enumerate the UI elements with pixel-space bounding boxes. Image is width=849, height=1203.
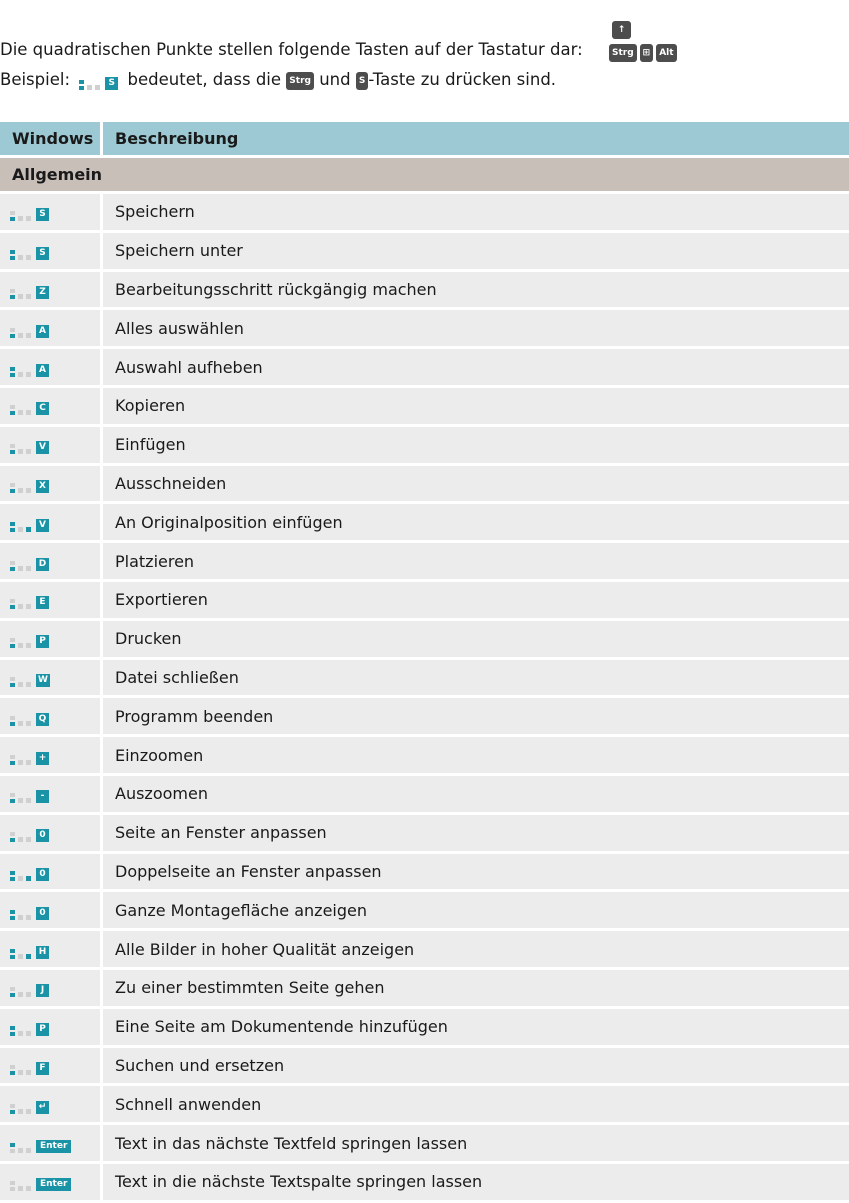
key-icon: Enter [36,1178,71,1191]
table-row [0,272,849,311]
example-shortcut [79,71,118,90]
key-icon: + [36,752,49,765]
table-row [0,233,849,272]
key-icon: S [36,247,49,260]
alt-dot-icon [26,915,31,920]
shift-strg-dot-icon [10,871,15,881]
table-row [0,621,849,660]
table-row [0,660,849,699]
key-icon: D [36,558,49,571]
shift-strg-dot-icon [10,367,15,377]
shortcut-cell [0,310,103,349]
description-cell: Kopieren [103,388,849,427]
table-row [0,776,849,815]
alt-dot-icon [26,1186,31,1191]
key-icon: 0 [36,868,49,881]
alt-dot-icon [26,837,31,842]
windows-key-icon: ⊞ [640,44,654,62]
shortcut-table [0,122,849,1203]
shift-strg-dot-icon [10,1026,15,1036]
shortcut-cell [0,737,103,776]
shift-strg-dot-icon [10,561,15,571]
windows-dot-icon [18,527,23,532]
description-cell: Auswahl aufheben [103,349,849,388]
windows-dot-icon [18,954,23,959]
alt-dot-icon [26,255,31,260]
alt-dot-icon [26,1031,31,1036]
windows-dot-icon [18,410,23,415]
key-icon: A [36,325,49,338]
windows-dot-icon [18,915,23,920]
windows-dot-icon [18,992,23,997]
description-cell: Bearbeitungsschritt rückgängig machen [103,272,849,311]
description-cell: An Originalposition einfügen [103,504,849,543]
shift-strg-dot-icon [10,1104,15,1114]
windows-dot-icon [18,333,23,338]
windows-dot-icon [18,372,23,377]
description-cell: Zu einer bestimmten Seite gehen [103,970,849,1009]
windows-dot-icon [18,1148,23,1153]
table-row [0,1048,849,1087]
alt-dot-icon [26,798,31,803]
key-icon: P [36,635,49,648]
key-icon: P [36,1023,49,1036]
shift-strg-dot-icon [10,755,15,765]
key-icon: W [38,674,48,685]
table-row [0,388,849,427]
alt-dot-icon [26,449,31,454]
intro-line-2 [0,70,556,90]
strg-inline-key-icon: Strg [286,72,314,90]
alt-dot-icon [26,760,31,765]
alt-dot-icon [26,876,31,881]
alt-dot-icon [26,488,31,493]
intro-line-1 [0,40,583,59]
alt-dot-icon [26,566,31,571]
alt-dot-icon [26,1148,31,1153]
shortcut-cell [0,970,103,1009]
shift-strg-dot-icon [10,522,15,532]
shortcut-cell [0,233,103,272]
alt-dot-icon [26,294,31,299]
windows-dot-icon [18,876,23,881]
shortcut-cell [0,543,103,582]
alt-dot-icon [26,992,31,997]
shortcut-cell [0,660,103,699]
key-icon: C [36,402,49,415]
key-icon: Z [36,286,49,299]
shortcut-cell [0,194,103,233]
table-row [0,310,849,349]
table-row [0,1086,849,1125]
alt-dot-icon [26,954,31,959]
alt-dot-icon [26,682,31,687]
key-icon: H [36,946,49,959]
shortcut-cell [0,1009,103,1048]
description-cell: Platzieren [103,543,849,582]
table-row [0,931,849,970]
alt-dot-icon [26,1070,31,1075]
windows-dot-icon [18,255,23,260]
table-row [0,582,849,621]
table-row [0,1009,849,1048]
table-row [0,349,849,388]
alt-dot-icon [26,410,31,415]
description-cell: Suchen und ersetzen [103,1048,849,1087]
windows-dot-icon [18,760,23,765]
windows-dot-icon [18,798,23,803]
table-row [0,466,849,505]
description-cell: Doppelseite an Fenster anpassen [103,854,849,893]
description-cell: Speichern unter [103,233,849,272]
column-beschreibung: Beschreibung [103,122,849,158]
key-icon: 0 [36,829,49,842]
shift-strg-dot-icon [10,793,15,803]
shift-strg-dot-icon [10,677,15,687]
windows-dot-icon [18,1031,23,1036]
alt-dot-icon [26,643,31,648]
windows-dot-icon [87,85,92,90]
description-cell: Einzoomen [103,737,849,776]
column-windows: Windows [0,122,103,158]
alt-dot-icon [26,372,31,377]
shortcut-cell [0,349,103,388]
table-row [0,698,849,737]
key-icon: X [36,480,49,493]
shift-strg-dot-icon [10,483,15,493]
shift-strg-dot-icon [10,638,15,648]
table-row [0,543,849,582]
shift-strg-dot-icon [10,328,15,338]
alt-dot-icon [26,333,31,338]
alt-dot-icon [95,85,100,90]
description-cell: Text in die nächste Textspalte springen lassen [103,1164,849,1203]
key-icon: V [36,441,49,454]
table-row [0,1125,849,1164]
key-icon: A [36,364,49,377]
shortcut-cell [0,815,103,854]
description-cell: Exportieren [103,582,849,621]
description-cell: Drucken [103,621,849,660]
description-cell: Schnell anwenden [103,1086,849,1125]
windows-dot-icon [18,1109,23,1114]
table-row [0,504,849,543]
windows-dot-icon [18,682,23,687]
shortcut-cell [0,698,103,737]
alt-dot-icon [26,216,31,221]
shift-strg-dot-icon [10,599,15,609]
key-icon: V [36,519,49,532]
table-row [0,1164,849,1203]
shortcut-cell [0,582,103,621]
shortcut-cell [0,1125,103,1164]
example-label: Beispiel: [0,70,71,89]
table-row [0,194,849,233]
alt-dot-icon [26,604,31,609]
alt-key-icon: Alt [656,44,676,62]
alt-dot-icon [26,721,31,726]
description-cell: Seite an Fenster anpassen [103,815,849,854]
strg-key-icon: Strg [609,44,637,62]
windows-dot-icon [18,488,23,493]
key-icon: Enter [36,1140,71,1153]
modifier-keys [609,42,680,62]
shortcut-cell [0,892,103,931]
shift-strg-dot-icon [10,987,15,997]
example-text-middle: bedeutet, dass die [127,70,282,89]
description-cell: Speichern [103,194,849,233]
shift-strg-dot-icon [10,910,15,920]
shift-strg-dot-icon [10,444,15,454]
key-icon: S [36,208,49,221]
windows-dot-icon [18,604,23,609]
table-row [0,892,849,931]
description-cell: Alles auswählen [103,310,849,349]
shift-strg-dot-icon [10,1065,15,1075]
shift-strg-dot-icon [10,289,15,299]
table-row [0,854,849,893]
windows-dot-icon [18,1186,23,1191]
shift-key-icon: ↑ [612,21,631,39]
table-row [0,427,849,466]
key-icon: Q [36,713,49,726]
alt-dot-icon [26,527,31,532]
windows-dot-icon [18,294,23,299]
description-cell: Programm beenden [103,698,849,737]
windows-dot-icon [18,837,23,842]
shortcut-cell [0,776,103,815]
shift-strg-dot-icon [10,250,15,260]
shift-strg-dot-icon [10,405,15,415]
shortcut-cell [0,854,103,893]
shortcut-cell [0,1164,103,1203]
s-inline-key-icon: S [356,72,368,90]
example-text-und: und [319,70,351,89]
windows-dot-icon [18,566,23,571]
description-cell: Ganze Montagefläche anzeigen [103,892,849,931]
windows-dot-icon [18,449,23,454]
section-title: Allgemein [0,158,849,194]
key-icon: ↵ [36,1101,49,1114]
description-cell: Einfügen [103,427,849,466]
windows-dot-icon [18,643,23,648]
shift-strg-dot-icon [10,832,15,842]
key-icon: E [36,596,49,609]
key-icon: - [36,790,49,803]
description-cell: Auszoomen [103,776,849,815]
alt-dot-icon [26,1109,31,1114]
description-cell: Text in das nächste Textfeld springen lassen [103,1125,849,1164]
shortcut-cell [0,388,103,427]
table-row [0,970,849,1009]
intro-text: Die quadratischen Punkte stellen folgende Tasten auf der Tastatur dar: [0,40,583,59]
windows-dot-icon [18,1070,23,1075]
shift-strg-dot-icon [10,1143,15,1153]
description-cell: Alle Bilder in hoher Qualität anzeigen [103,931,849,970]
intro [0,0,849,115]
shortcut-cell [0,504,103,543]
shortcut-cell [0,931,103,970]
shift-strg-dot-icon [79,80,84,90]
shortcut-cell [0,466,103,505]
shift-strg-dot-icon [10,1181,15,1191]
table-row [0,737,849,776]
example-text-end: -Taste zu drücken sind. [368,70,557,89]
shift-strg-dot-icon [10,949,15,959]
key-icon: J [36,984,49,997]
section-header [0,158,849,194]
description-cell: Datei schließen [103,660,849,699]
shortcut-cell [0,621,103,660]
table-header [0,122,849,158]
windows-dot-icon [18,721,23,726]
description-cell: Ausschneiden [103,466,849,505]
key-icon: F [36,1062,49,1075]
key-icon: 0 [36,907,49,920]
shift-strg-dot-icon [10,211,15,221]
windows-dot-icon [18,216,23,221]
shortcut-cell [0,427,103,466]
example-key-icon: S [105,77,118,90]
shortcut-cell [0,272,103,311]
shortcut-cell [0,1086,103,1125]
description-cell: Eine Seite am Dokumentende hinzufügen [103,1009,849,1048]
shortcut-cell [0,1048,103,1087]
table-row [0,815,849,854]
shift-strg-dot-icon [10,716,15,726]
